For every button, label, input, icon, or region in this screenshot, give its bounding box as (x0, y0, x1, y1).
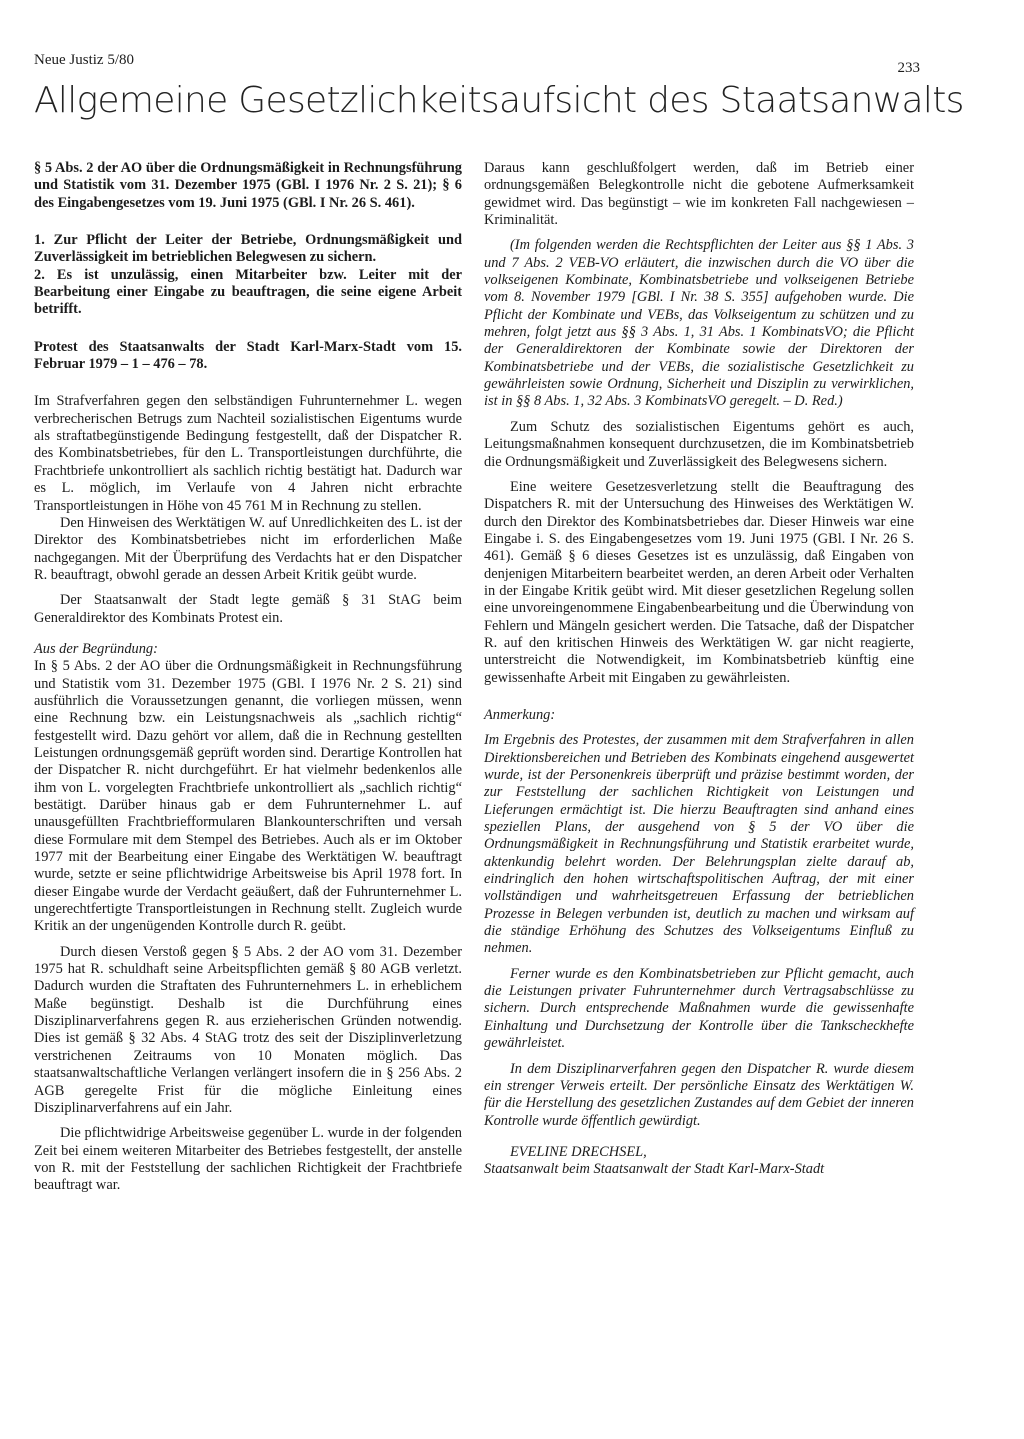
body-paragraph: Zum Schutz des sozialistischen Eigentums gehört es auch, Leitungsmaßnahmen konsequent durchzusetzen, die im Kombinatsbetrieb die Ordnungsmäßigkeit und Zuverlässigkeit des Belegwesens sichern. (484, 418, 914, 470)
editor-note: (Im folgenden werden die Rechtspflichten der Leiter aus §§ 1 Abs. 3 und 7 Abs. 2 VEB-VO erläutert, die inzwischen durch die VO über die volkseigenen Kombinate, Kombinatsbetriebe und volkseigenen Betriebe vom 8. November 1979 [GBl. I Nr. 38 S. 355] aufgehoben wurde. Die Pflicht der Kombinate und VEBs, das Volkseigentum zu schützen und zu mehren, folgt jetzt aus §§ 3 Abs. 1, 31 Abs. 1 KombinatsVO; die Pflicht der Generaldirektoren der Kombinate sowie der Direktoren der Kombinatsbetriebe und der VEBs, die sozialistische Gesetzlichkeit zu gewährleisten sowie Ordnung, Sicherheit und Disziplin zu verwirklichen, ist in §§ 8 Abs. 1, 32 Abs. 3 KombinatsVO geregelt. – D. Red.) (484, 237, 914, 410)
right-column (484, 160, 914, 1179)
headnote-1: 1. Zur Pflicht der Leiter der Betriebe, Ordnungsmäßigkeit und Zuverlässigkeit im betrieblichen Belegwesen zu sichern. (34, 232, 462, 266)
section-title: Allgemeine Gesetzlichkeitsaufsicht des Staatsanwalts (34, 80, 964, 121)
page-header (34, 52, 920, 74)
headnote-2: 2. Es ist unzulässig, einen Mitarbeiter bzw. Leiter mit der Bearbeitung einer Eingabe zu beauftragen, die seine eigene Arbeit betrifft. (34, 266, 462, 318)
body-paragraph: Den Hinweisen des Werktätigen W. auf Unredlichkeiten des L. ist der Direktor des Kombinatsbetriebes nicht im erforderlichen Maße nachgegangen. Mit der Überprüfung des Verdachts hat er den Dispatcher R. beauftragt, obwohl gerade an dessen Arbeit Kritik geübt wurde. (34, 514, 462, 583)
signature-name: EVELINE DRECHSEL, (510, 1143, 647, 1160)
remark-paragraph: Im Ergebnis des Protestes, der zusammen mit dem Strafverfahren in allen Direktionsbereichen und Betrieben des Kombinats eingehend ausgewertet wurde, ist der Personenkreis überprüft und präzise bestimmt worden, der zur Feststellung der sachlichen Richtigkeit von Leistungen und Lieferungen ermächtigt ist. Die hierzu Beauftragten sind anhand eines speziellen Plans, der ausgehend von § 5 der VO über die Ordnungsmäßigkeit in Rechnungsführung und Statistik erarbeitet wurde, aktenkundig belehrt worden. Der Belehrungsplan zielte darauf ab, eindringlich den hohen wirtschaftspolitischen Auftrag, der mit einer vollständigen und wahrheitsgetreuen Erfassung der betrieblichen Prozesse in Belegen verbunden ist, deutlich zu machen und wirksam auf die ständige Erhöhung des Schutzes des Volkseigentums Einfluß zu nehmen. (484, 732, 914, 957)
body-paragraph: Durch diesen Verstoß gegen § 5 Abs. 2 der AO vom 31. Dezember 1975 hat R. schuldhaft seine Arbeitspflichten gemäß § 80 AGB verletzt. Dadurch wurden die Straftaten des Fuhrunternehmers L. in erheblichem Maße begünstigt. Deshalb ist die Durchführung eines Disziplinarverfahrens gegen R. aus erzieherischen Gründen notwendig. Dies ist gemäß § 32 Abs. 4 StAG trotz des seit der Disziplinverletzung verstrichenen Zeitraums von 10 Monaten möglich. Das staatsanwaltschaftliche Verlangen verlängert insofern die in § 256 Abs. 2 AGB geregelte Frist für die mögliche Einleitung eines Disziplinarverfahrens auf ein Jahr. (34, 943, 462, 1116)
protest-heading: Protest des Staatsanwalts der Stadt Karl-Marx-Stadt vom 15. Februar 1979 – 1 – 476 – 78. (34, 338, 462, 373)
body-paragraph: Im Strafverfahren gegen den selbständigen Fuhrunternehmer L. wegen verbrecherischen Betrugs zum Nachteil sozialistischen Eigentums wurde als straftatbegünstigende Bedingung festgestellt, daß der Dispatcher R. des Kombinatsbetriebes, für den L. Transportleistungen durchführte, die Frachtbriefe unkontrolliert als sachlich richtig bestätigt hat. Dadurch war es L. möglich, im Verlaufe von 4 Jahren nicht erbrachte Transportleistungen in Höhe von 45 761 M in Rechnung zu stellen. (34, 393, 462, 514)
remark-paragraph: In dem Disziplinarverfahren gegen den Dispatcher R. wurde diesem ein strenger Verweis erteilt. Der persönliche Einsatz des Werktätigen W. für die Herstellung des gesetzlichen Zustandes auf dem Gebiet der inneren Kontrolle wurde öffentlich gewürdigt. (484, 1060, 914, 1129)
body-paragraph: Die pflichtwidrige Arbeitsweise gegenüber L. wurde in der folgenden Zeit bei einem weiteren Mitarbeiter des Betriebes festgestellt, der anstelle von R. mit der Feststellung der sachlichen Richtigkeit der Frachtbriefe beauftragt war. (34, 1125, 462, 1194)
journal-issue: Neue Justiz 5/80 (34, 52, 134, 68)
remark-paragraph: Ferner wurde es den Kombinatsbetrieben zur Pflicht gemacht, auch die Leistungen privater Fuhrunternehmer durch Vertragsabschlüsse zu sichern. Durch entsprechende Maßnahmen wurde die gewissenhafte Einhaltung und Durchsetzung der Kontrolle über die Tankscheckhefte gewährleistet. (484, 965, 914, 1052)
left-column (34, 160, 462, 1195)
page-number: 233 (897, 60, 920, 76)
body-paragraph: In § 5 Abs. 2 der AO über die Ordnungsmäßigkeit in Rechnungsführung und Statistik vom 31. Dezember 1975 (GBl. I 1976 Nr. 2 S. 21) sind ausführlich die Voraussetzungen genannt, die vorliegen müssen, wenn eine Rechnung bzw. ein Leistungsnachweis als „sachlich richtig“ festgestellt wird. Dazu gehört vor allem, daß die in Rechnung gestellten Leistungen ordnungsgemäß geprüft worden sind. Derartige Kontrollen hat der Dispatcher R. nicht durchgeführt. Er hat vielmehr bedenkenlos alle ihm von L. vorgelegten Frachtbriefe unkontrolliert als „sachlich richtig“ bestätigt. Darüber hinaus gab er dem Fuhrunternehmer L. auf unausgefüllten Frachtbriefformularen Blankounterschriften und versah diese Formulare mit dem Stempel des Betriebes. Auch als er im Oktober 1977 mit der Bearbeitung einer Eingabe des Werktätigen W. beauftragt wurde, setzte er seine pflichtwidrige Arbeitsweise bis April 1978 fort. In dieser Eingabe wurde der Verdacht geäußert, daß der Fuhrunternehmer L. ungerechtfertigte Transportleistungen in Rechnung stellt. Zugleich wurde Kritik an der ungenügenden Kontrolle durch R. geübt. (34, 658, 462, 935)
body-paragraph: Daraus kann geschlußfolgert werden, daß im Betrieb einer ordnungsgemäßen Belegkontrolle nicht die gebotene Aufmerksamkeit gewidmet wird. Das begünstigt – wie im konkreten Fall nachgewiesen – Kriminalität. (484, 160, 914, 229)
legal-citation: § 5 Abs. 2 der AO über die Ordnungsmäßigkeit in Rechnungsführung und Statistik vom 31. Dezember 1975 (GBl. I 1976 Nr. 2 S. 21); § 6 des Eingabengesetzes vom 19. Juni 1975 (GBl. I Nr. 26 S. 461). (34, 160, 462, 211)
signature-role: Staatsanwalt beim Staatsanwalt der Stadt Karl-Marx-Stadt (484, 1161, 825, 1178)
remark-heading: Anmerkung: (484, 706, 556, 723)
body-paragraph: Eine weitere Gesetzesverletzung stellt die Beauftragung des Dispatchers R. mit der Untersuchung des Hinweises des Werktätigen W. durch den Direktor des Kombinatsbetriebes dar. Dieser Hinweis war eine Eingabe i. S. des Eingabengesetzes vom 19. Juni 1975 (GBl. I Nr. 26 S. 461). Gemäß § 6 dieses Gesetzes ist es unzulässig, daß Eingaben von denjenigen Mitarbeitern bearbeitet werden, an deren Arbeit oder Verhalten in der Eingabe Kritik geübt wird. Mit dieser gesetzlichen Regelung sollen eine unvoreingenommene Eingabenbearbeitung und die Überwindung von Fehlern und Mängeln gesichert werden. Die Tatsache, daß der Dispatcher R. auf den kritischen Hinweis des Werktätigen W. gar nicht reagierte, unterstreicht die Notwendigkeit, im Kombinatsbetrieb künftig eine gewissenhafte Arbeit mit Eingaben zu gewährleisten. (484, 478, 914, 686)
body-paragraph: Der Staatsanwalt der Stadt legte gemäß § 31 StAG beim Generaldirektor des Kombinats Protest ein. (34, 592, 462, 626)
reasons-heading: Aus der Begründung: (34, 640, 158, 657)
